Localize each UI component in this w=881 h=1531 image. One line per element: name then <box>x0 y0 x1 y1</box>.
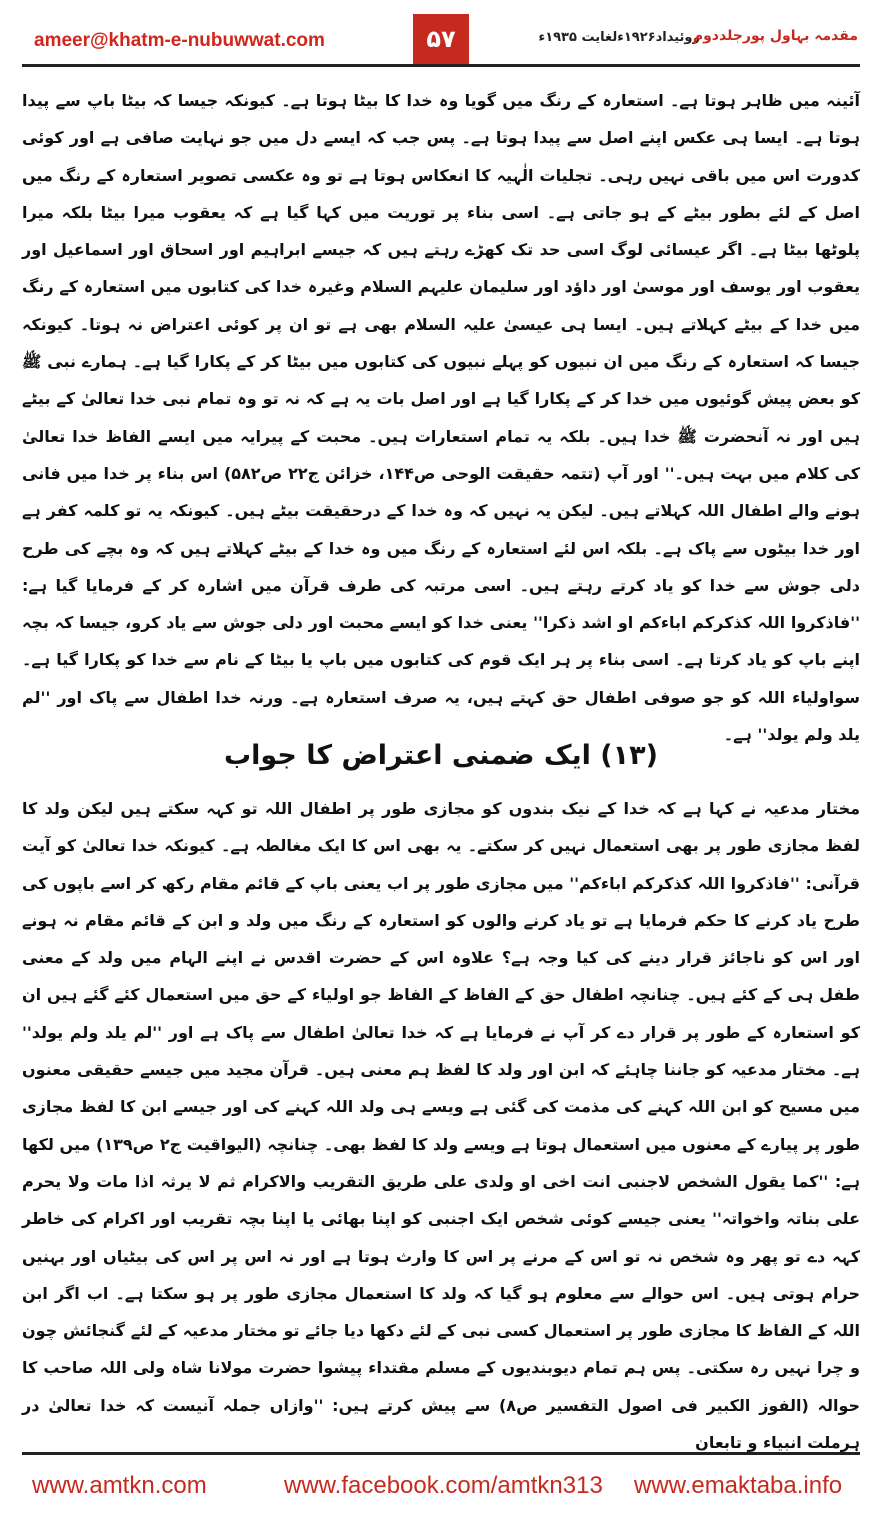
header-book-title: مقدمہ بہاول پورجلددوم <box>692 28 858 44</box>
page-footer <box>22 1466 860 1506</box>
header-email: ameer@khatm-e-nubuwwat.com <box>34 30 325 51</box>
footer-link-emaktaba[interactable]: www.emaktaba.info <box>634 1472 843 1499</box>
section-heading: (۱۳) ایک ضمنی اعتراض کا جواب <box>224 740 658 771</box>
header-divider <box>22 64 860 67</box>
header-date-range: روئیداد۱۹۲۶ءلغایت ۱۹۳۵ء <box>538 30 700 45</box>
body-paragraph-2: مختار مدعیہ نے کہا ہے کہ خدا کے نیک بندوں کو مجازی طور پر اطفال اللہ تو کہہ سکتے ہیں لیکن ولد کا لفظ مجازی طور پر بھی استعمال نہیں کر سکتے۔ یہ بھی اس کا ایک مغالطہ ہے۔ کیونکہ خدا تعالیٰ کو آیت قرآنی: ''فاذکروا اللہ کذکرکم اباءکم'' میں مجازی طور پر اب یعنی باپ کے قائم مقام رکھ کر اسے باپوں کی طرح یاد کرنے کا حکم فرمایا ہے تو یاد کرنے والوں کو استعارہ کے رنگ میں ولد و ابن کے قائم مقام نہ ہونے اور اس کو ناجائز قرار دینے کی کیا وجہ ہے؟ علاوہ اس کے حضرت اقدس نے اپنے الہام میں ولد کے معنی طفل ہی کے کئے ہیں۔ چنانچہ اطفال حق کے الفاظ کے الفاظ جو اولیاء کے حق میں استعمال کئے گئے ہیں ان کو استعارہ کے طور پر قرار دے کر آپ نے فرمایا ہے کہ خدا تعالیٰ اطفال سے پاک ہے اور ''لم یلد ولم یولد'' ہے۔ مختار مدعیہ کو جاننا چاہئے کہ ابن اور ولد کا لفظ ہم معنی ہیں۔ قرآن مجید میں جیسے حقیقی معنوں میں مسیح کو ابن اللہ کہنے کی مذمت کی گئی ہے ویسے ہی ولد اللہ کہنے کی اور جیسے ابن کا لفظ مجازی طور پر پیارے کے معنوں میں استعمال ہوتا ہے ویسے ولد کا لفظ بھی۔ چنانچہ (الیواقیت ج۲ ص۱۳۹) میں لکھا ہے: ''کما یقول الشخص لاجنبی انت اخی او ولدی علی طریق التقریب والاکرام ثم لا یرثہ اذا مات ولا یحرم علی بناتہ واخواتہ'' یعنی جیسے کوئی شخص ایک اجنبی کو اپنا بھائی یا اپنا بچہ تقریب اور اکرام کی خاطر کہہ دے تو پھر وہ شخص نہ تو اس کے مرنے پر اس کا وارث ہوتا ہے اور نہ اس پر اس کی بیٹیاں اور بہنیں حرام ہوتی ہیں۔ اس حوالے سے معلوم ہو گیا کہ ولد کا استعمال مجازی طور پر ہو سکتا ہے۔ اب اگر ابن اللہ کے الفاظ کا مجازی طور پر استعمال کسی نبی کے لئے دکھا دیا جائے تو مختار مدعیہ کے لئے گنجائش چون و چرا نہیں رہ سکتی۔ پس ہم تمام دیوبندیوں کے مسلم مقتداء پیشوا حضرت مولانا شاہ ولی اللہ صاحب کا حوالہ (الفوز الکبیر فی اصول التفسیر ص۸) سے پیش کرتے ہیں: ''وازاں جملہ آنیست کہ خدا تعالیٰ در ہرملت انبیاء و تابعان <box>22 799 861 1453</box>
footer-link-amtkn[interactable]: www.amtkn.com <box>32 1472 207 1499</box>
footer-divider <box>22 1452 860 1455</box>
body-paragraph-1: آئینہ میں ظاہر ہوتا ہے۔ استعارہ کے رنگ میں گویا وہ خدا کا بیٹا ہوتا ہے۔ کیونکہ جیسا کہ بیٹا باپ سے پیدا ہوتا ہے۔ ایسا ہی عکس اپنے اصل سے پیدا ہوتا ہے۔ پس جب کہ ایسے دل میں جو نہایت صافی ہے اور کوئی کدورت اس میں باقی نہیں رہی۔ تجلیات الٰہیہ کا انعکاس ہوتا ہے تو وہ عکسی تصویر استعارہ کے رنگ میں اصل کے لئے بطور بیٹے کے ہو جاتی ہے۔ اسی بناء پر توریت میں کہا گیا ہے کہ یعقوب میرا بیٹا بلکہ میرا پلوٹھا بیٹا ہے۔ اگر عیسائی لوگ اسی حد تک کھڑے رہتے ہیں کہ جیسے ابراہیم اور اسحاق اور اسماعیل اور یعقوب اور یوسف اور موسیٰ اور داؤد اور سلیمان علیہم السلام وغیرہ خدا کی کتابوں میں استعارہ کے رنگ میں خدا کے بیٹے کہلاتے ہیں۔ ایسا ہی عیسیٰ علیہ السلام بھی ہے تو ان پر کوئی اعتراض نہ ہوتا۔ کیونکہ جیسا کہ استعارہ کے رنگ میں ان نبیوں کو پہلے نبیوں کی کتابوں میں بیٹا کر کے پکارا گیا ہے۔ ہمارے نبی ﷺ کو بعض پیش گوئیوں میں خدا کر کے پکارا گیا ہے اور اصل بات یہ ہے کہ نہ تو وہ تمام نبی خدا تعالیٰ کے بیٹے ہیں اور نہ آنحضرت ﷺ خدا ہیں۔ بلکہ یہ تمام استعارات ہیں۔ محبت کے پیرایہ میں ایسے الفاظ خدا تعالیٰ کی کلام میں بہت ہیں۔'' اور آپ (تتمہ حقیقت الوحی ص۱۴۴، خزائن ج۲۲ ص۵۸۲) اس بناء پر خدا میں فانی ہونے والے اطفال اللہ کہلاتے ہیں۔ لیکن یہ نہیں کہ وہ خدا کے درحقیقت بیٹے ہیں۔ کیونکہ یہ تو کلمہ کفر ہے اور خدا بیٹوں سے پاک ہے۔ بلکہ اس لئے استعارہ کے رنگ میں وہ خدا کے بیٹے کہلاتے ہیں کہ وہ بچے کی طرح دلی جوش سے خدا کو یاد کرتے رہتے ہیں۔ اسی مرتبہ کی طرف قرآن میں اشارہ کر کے فرمایا گیا ہے: ''فاذکروا اللہ کذکرکم اباءکم او اشد ذکرا'' یعنی خدا کو ایسے محبت اور دلی جوش سے یاد کرو، جیسا کہ بچہ اپنے باپ کو یاد کرتا ہے۔ اسی بناء پر ہر ایک قوم کی کتابوں میں باپ یا بیٹا کے نام سے خدا کو پکارا گیا ہے۔ سواولیاء اللہ کو جو صوفی اطفال حق کہتے ہیں، یہ صرف استعارہ ہے۔ ورنہ خدا اطفال سے پاک اور ''لم یلد ولم یولد'' ہے۔ <box>22 91 861 745</box>
footer-link-facebook[interactable]: www.facebook.com/amtkn313 <box>284 1472 603 1499</box>
page-header <box>0 0 881 88</box>
page-number-badge: ۵۷ <box>413 14 469 64</box>
